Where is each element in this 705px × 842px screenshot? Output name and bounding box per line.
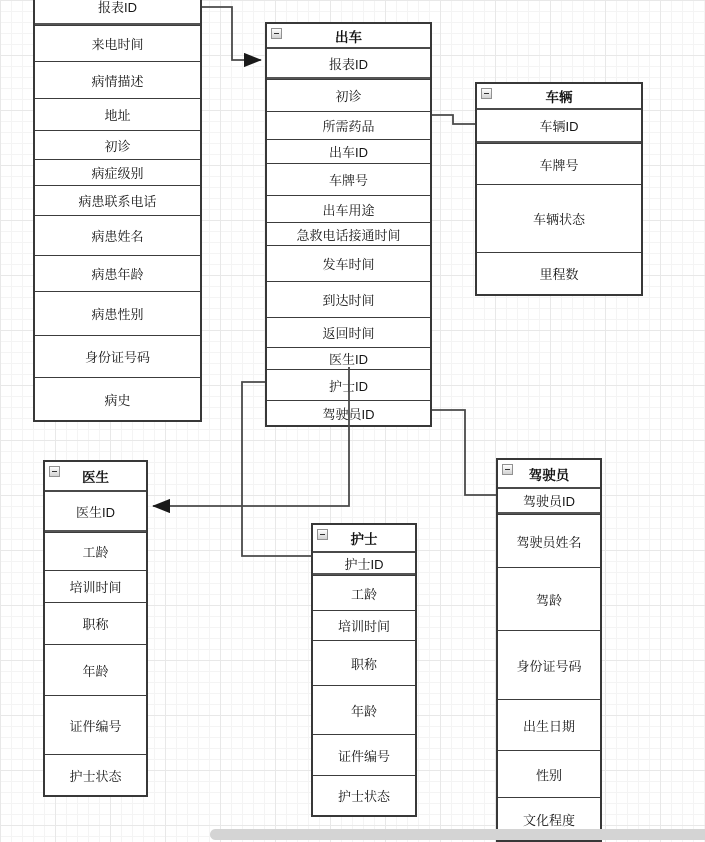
field-label: 病患联系电话 xyxy=(78,194,157,209)
field-row[interactable] xyxy=(35,98,200,130)
field-label: 病患姓名 xyxy=(91,229,144,244)
field-row[interactable] xyxy=(267,195,430,222)
field-row[interactable] xyxy=(313,575,415,610)
table-header[interactable] xyxy=(498,460,600,489)
field-row[interactable] xyxy=(35,255,200,291)
field-label: 地址 xyxy=(104,108,131,123)
field-row[interactable] xyxy=(35,185,200,215)
collapse-minus-icon[interactable] xyxy=(502,464,513,475)
field-row[interactable] xyxy=(267,163,430,195)
field-label: 护士ID xyxy=(328,378,368,394)
field-row[interactable] xyxy=(45,492,146,532)
field-row[interactable] xyxy=(313,775,415,815)
field-row[interactable] xyxy=(35,377,200,420)
table-title: 医生 xyxy=(82,470,109,485)
table-title: 护士 xyxy=(350,532,378,547)
field-label: 初诊 xyxy=(104,138,131,154)
field-label: 车牌号 xyxy=(328,173,368,188)
entity-table-dispatch[interactable] xyxy=(265,22,432,427)
table-header[interactable] xyxy=(45,462,146,492)
field-label: 医生ID xyxy=(75,504,115,520)
field-label: 护士状态 xyxy=(69,768,122,784)
field-row[interactable] xyxy=(267,400,430,425)
field-label: 驾驶员ID xyxy=(322,406,375,422)
table-header[interactable] xyxy=(313,525,415,553)
field-row[interactable] xyxy=(267,111,430,139)
field-row[interactable] xyxy=(45,695,146,754)
field-row[interactable] xyxy=(267,369,430,400)
table-title: 驾驶员 xyxy=(528,467,570,483)
field-row[interactable] xyxy=(313,610,415,640)
field-label: 到达时间 xyxy=(322,293,375,308)
field-label: 所需药品 xyxy=(322,119,375,134)
field-label: 职称 xyxy=(350,656,377,672)
field-label: 病患年龄 xyxy=(91,267,144,282)
field-row[interactable] xyxy=(477,252,641,294)
entity-table-doctor[interactable] xyxy=(43,460,148,797)
field-label: 车辆ID xyxy=(539,119,579,134)
field-row[interactable] xyxy=(267,317,430,347)
table-header[interactable] xyxy=(267,24,430,49)
field-label: 驾驶员姓名 xyxy=(516,534,582,550)
field-label: 职称 xyxy=(82,617,109,632)
field-label: 病情描述 xyxy=(91,73,144,89)
field-label: 培训时间 xyxy=(69,580,122,595)
field-row[interactable] xyxy=(313,640,415,685)
field-row[interactable] xyxy=(45,644,146,695)
relation-edge-出车.驾驶员ID--驾驶员.驾驶员ID[interactable] xyxy=(432,410,496,495)
field-row[interactable] xyxy=(45,602,146,644)
entity-table-driver[interactable] xyxy=(496,458,602,842)
field-row[interactable] xyxy=(267,347,430,369)
table-title: 出车 xyxy=(335,29,362,45)
field-row[interactable] xyxy=(35,130,200,159)
field-row[interactable] xyxy=(477,184,641,252)
field-label: 证件编号 xyxy=(337,748,390,764)
field-row[interactable] xyxy=(267,281,430,317)
field-label: 性别 xyxy=(535,767,562,783)
field-label: 身份证号码 xyxy=(516,658,582,674)
field-label: 出生日期 xyxy=(522,718,575,734)
field-label: 工龄 xyxy=(82,545,109,560)
entity-table-patient-report[interactable] xyxy=(33,0,202,422)
field-row[interactable] xyxy=(45,532,146,570)
field-row[interactable] xyxy=(498,630,600,699)
field-row[interactable] xyxy=(498,567,600,630)
field-row[interactable] xyxy=(313,685,415,734)
field-label: 护士状态 xyxy=(337,789,390,804)
entity-table-vehicle[interactable] xyxy=(475,82,643,296)
field-row[interactable] xyxy=(267,79,430,111)
field-label: 医生ID xyxy=(328,352,368,367)
field-label: 工龄 xyxy=(350,586,377,602)
field-label: 培训时间 xyxy=(337,619,390,634)
field-label: 年龄 xyxy=(350,703,377,719)
field-label: 病史 xyxy=(104,392,131,408)
collapse-minus-icon[interactable] xyxy=(481,88,492,99)
collapse-minus-icon[interactable] xyxy=(49,466,60,477)
field-label: 出车ID xyxy=(328,145,368,160)
field-label: 年龄 xyxy=(82,663,109,679)
field-label: 护士ID xyxy=(344,556,384,572)
field-row[interactable] xyxy=(35,335,200,377)
table-header[interactable] xyxy=(477,84,641,110)
field-label: 车辆状态 xyxy=(532,212,585,227)
field-row[interactable] xyxy=(267,139,430,163)
relation-edge-patient-report.报表ID--出车.报表ID[interactable] xyxy=(202,7,261,60)
field-row[interactable] xyxy=(313,734,415,775)
field-label: 报表ID xyxy=(328,56,368,72)
field-label: 发车时间 xyxy=(322,257,375,272)
field-label: 车牌号 xyxy=(539,157,579,173)
field-label: 病症级别 xyxy=(91,166,144,181)
field-row[interactable] xyxy=(35,159,200,185)
field-row[interactable] xyxy=(498,699,600,750)
field-label: 驾龄 xyxy=(535,592,562,608)
field-row[interactable] xyxy=(45,754,146,795)
field-row[interactable] xyxy=(35,61,200,98)
field-row[interactable] xyxy=(498,489,600,514)
field-label: 里程数 xyxy=(539,267,579,282)
field-row[interactable] xyxy=(477,110,641,143)
field-row[interactable] xyxy=(498,750,600,797)
field-row[interactable] xyxy=(267,245,430,281)
field-label: 证件编号 xyxy=(69,718,122,734)
collapse-minus-icon[interactable] xyxy=(271,28,282,39)
field-row[interactable] xyxy=(45,570,146,602)
field-label: 病患性别 xyxy=(91,307,144,322)
field-label: 急救电话接通时间 xyxy=(296,227,401,243)
field-row[interactable] xyxy=(35,0,200,25)
field-row[interactable] xyxy=(35,215,200,255)
field-row[interactable] xyxy=(477,143,641,184)
field-row[interactable] xyxy=(267,222,430,245)
relation-edge-出车.所需药品--车辆.车辆ID[interactable] xyxy=(432,115,475,124)
field-label: 驾驶员ID xyxy=(522,494,575,509)
field-label: 文化程度 xyxy=(522,812,575,828)
field-label: 返回时间 xyxy=(322,326,375,341)
field-row[interactable] xyxy=(498,514,600,567)
field-row[interactable] xyxy=(267,49,430,79)
field-row[interactable] xyxy=(35,291,200,335)
collapse-minus-icon[interactable] xyxy=(317,529,328,540)
field-label: 初诊 xyxy=(335,89,362,104)
horizontal-scrollbar-thumb[interactable] xyxy=(210,829,705,840)
field-row[interactable] xyxy=(313,553,415,575)
field-row[interactable] xyxy=(35,25,200,61)
field-label: 报表ID xyxy=(97,0,137,15)
field-label: 身份证号码 xyxy=(84,350,150,365)
entity-table-nurse[interactable] xyxy=(311,523,417,817)
field-label: 来电时间 xyxy=(91,37,144,52)
table-title: 车辆 xyxy=(545,90,573,105)
field-label: 出车用途 xyxy=(322,202,375,218)
